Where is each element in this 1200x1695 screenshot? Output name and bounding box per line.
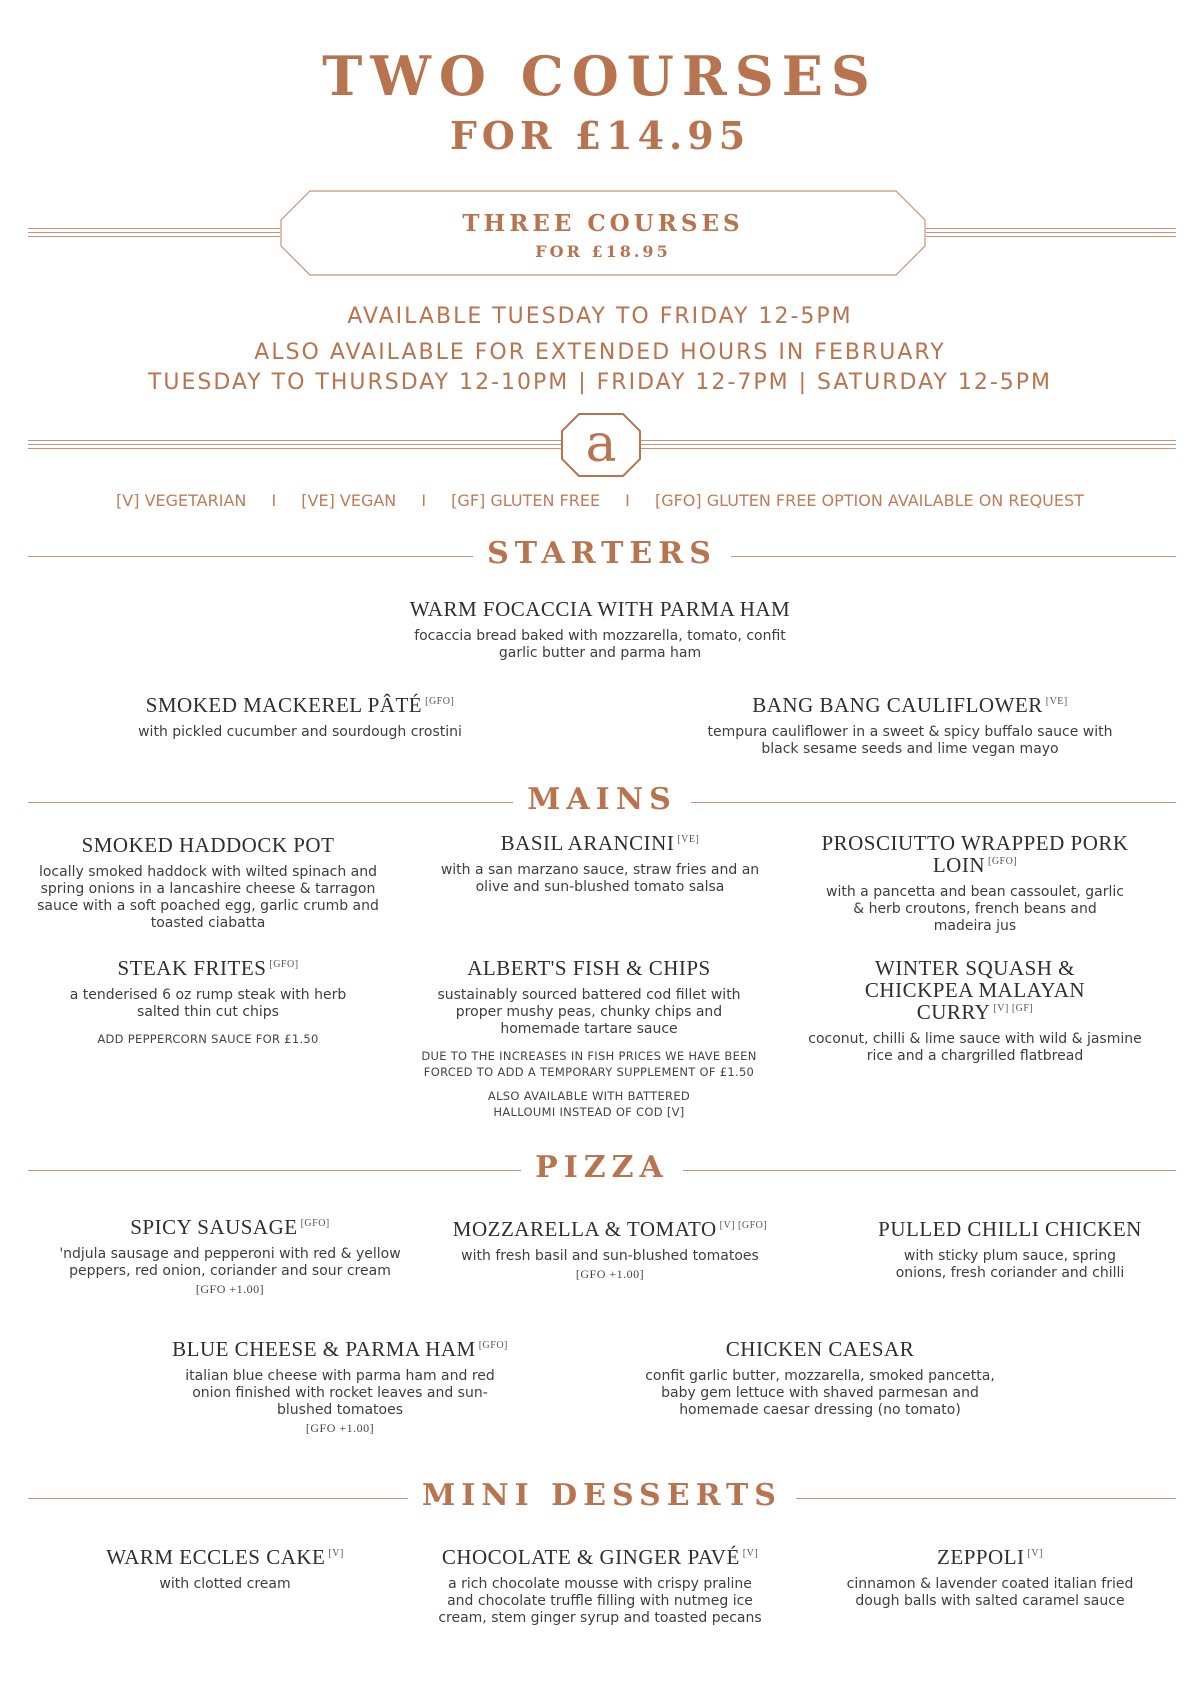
section-title: MINI DESSERTS bbox=[408, 1478, 796, 1513]
legend-gluten-free-option: [GFO] GLUTEN FREE OPTION AVAILABLE ON REQUEST bbox=[654, 491, 1084, 510]
dish-name: SMOKED HADDOCK POT bbox=[81, 833, 335, 857]
dish-name: CHOCOLATE & GINGER PAVÉ bbox=[441, 1545, 740, 1569]
dietary-legend bbox=[0, 491, 1200, 510]
menu-price: FOR £14.95 bbox=[449, 113, 751, 158]
gfo-price-note: [GFO +1.00] bbox=[575, 1267, 645, 1281]
dish-description: sustainably sourced battered cod fillet with proper mushy peas, chunky chips and homemade tartare sauce bbox=[437, 987, 741, 1037]
dietary-tag: [GFO] bbox=[987, 856, 1018, 867]
dietary-tag: [V] [GFO] bbox=[719, 1220, 768, 1231]
section-title: MAINS bbox=[513, 782, 691, 817]
legend-separator: I bbox=[271, 491, 277, 510]
dish-description: with clotted cream bbox=[159, 1576, 291, 1592]
dish-description: a tenderised 6 oz rump steak with herb salted thin cut chips bbox=[69, 987, 347, 1020]
dietary-tag: [V] bbox=[1027, 1548, 1043, 1559]
dish-name: MOZZARELLA & TOMATO bbox=[452, 1217, 717, 1241]
three-courses-banner bbox=[280, 190, 926, 276]
dish-name: BANG BANG CAULIFLOWER bbox=[752, 693, 1043, 717]
dish-name: STEAK FRITES bbox=[117, 956, 267, 980]
dish-item bbox=[820, 1546, 1160, 1610]
legend-gluten-free: [GF] GLUTEN FREE bbox=[451, 491, 601, 510]
dish-item bbox=[28, 834, 388, 932]
dish-name: WARM ECCLES CAKE bbox=[106, 1545, 326, 1569]
logo-rule-left bbox=[28, 440, 561, 448]
section-title: STARTERS bbox=[473, 536, 731, 571]
dish-description: with a pancetta and bean cassoulet, garlic & herb croutons, french beans and madeira jus bbox=[826, 884, 1124, 934]
dish-description: with fresh basil and sun-blushed tomatoes bbox=[461, 1248, 759, 1264]
availability-line-3: TUESDAY TO THURSDAY 12-10PM | FRIDAY 12-7PM | SATURDAY 12-5PM bbox=[147, 370, 1053, 395]
dish-description: cinnamon & lavender coated italian fried dough balls with salted caramel sauce bbox=[846, 1576, 1134, 1609]
logo-rule-right bbox=[641, 440, 1176, 448]
legend-vegan: [VE] VEGAN bbox=[301, 491, 397, 510]
dish-name: BASIL ARANCINI bbox=[500, 831, 675, 855]
legend-vegetarian: [V] VEGETARIAN bbox=[116, 491, 247, 510]
dish-description: focaccia bread baked with mozzarella, tomato, confit garlic butter and parma ham bbox=[414, 628, 786, 661]
dietary-tag: [GFO] bbox=[478, 1340, 508, 1351]
dietary-tag: [V] bbox=[742, 1548, 759, 1559]
dish-item bbox=[404, 957, 774, 1120]
dish-description: with pickled cucumber and sourdough crostini bbox=[138, 724, 462, 740]
dish-item bbox=[60, 1546, 390, 1593]
section-starters bbox=[28, 536, 1176, 576]
dish-item bbox=[790, 957, 1160, 1065]
banner-rule-left bbox=[28, 228, 280, 236]
dish-item bbox=[700, 694, 1120, 758]
dish-item bbox=[28, 957, 388, 1047]
menu-title: TWO COURSES bbox=[322, 44, 878, 108]
dish-description: tempura cauliflower in a sweet & spicy buffalo sauce with black sesame seeds and lime vegan mayo bbox=[707, 724, 1113, 757]
dish-item bbox=[330, 598, 870, 662]
section-desserts bbox=[28, 1478, 1176, 1518]
dish-name: CHICKEN CAESAR bbox=[725, 1337, 915, 1361]
dish-description: confit garlic butter, mozzarella, smoked pancetta, baby gem lettuce with shaved parmesan and homemade caesar dressing (no tomato) bbox=[645, 1368, 995, 1418]
dietary-tag: [GFO] bbox=[425, 696, 455, 707]
dish-item bbox=[840, 1218, 1180, 1282]
dish-item bbox=[90, 694, 510, 741]
availability-line-1: AVAILABLE TUESDAY TO FRIDAY 12-5PM bbox=[347, 304, 853, 329]
dish-alternative-note: ALSO AVAILABLE WITH BATTERED HALLOUMI INSTEAD OF COD [V] bbox=[487, 1089, 691, 1119]
dish-description: a rich chocolate mousse with crispy praline and chocolate truffle filling with nutmeg ice cream, stem ginger syrup and toasted pecans bbox=[438, 1576, 762, 1626]
dish-item bbox=[140, 1338, 540, 1436]
section-title: PIZZA bbox=[521, 1150, 683, 1185]
legend-separator: I bbox=[625, 491, 630, 510]
dish-item bbox=[50, 1216, 410, 1297]
dietary-tag: [V] [GF] bbox=[993, 1003, 1034, 1014]
dish-name: BLUE CHEESE & PARMA HAM bbox=[172, 1337, 476, 1361]
dish-description: coconut, chilli & lime sauce with wild & jasmine rice and a chargrilled flatbread bbox=[808, 1031, 1142, 1064]
dish-item bbox=[630, 1338, 1010, 1419]
dietary-tag: [VE] bbox=[677, 834, 700, 845]
banner-rule-right bbox=[926, 228, 1176, 236]
dish-name: PROSCIUTTO WRAPPED PORK LOIN bbox=[821, 831, 1129, 877]
dish-name: WARM FOCACCIA WITH PARMA HAM bbox=[409, 597, 791, 621]
banner-price: FOR £18.95 bbox=[535, 242, 671, 261]
dish-description: italian blue cheese with parma ham and red onion finished with rocket leaves and sun-blushed tomatoes bbox=[185, 1368, 495, 1418]
legend-separator: I bbox=[421, 491, 427, 510]
dietary-tag: [VE] bbox=[1045, 696, 1068, 707]
dietary-tag: [GFO] bbox=[300, 1218, 330, 1229]
availability-line-2: ALSO AVAILABLE FOR EXTENDED HOURS IN FEBRUARY bbox=[254, 340, 946, 365]
dietary-tag: [V] bbox=[328, 1548, 344, 1559]
dish-item bbox=[420, 1546, 780, 1627]
dish-supplement-note: DUE TO THE INCREASES IN FISH PRICES WE HAVE BEEN FORCED TO ADD A TEMPORARY SUPPLEMENT OF £1.50 bbox=[421, 1049, 757, 1079]
dish-name: SPICY SAUSAGE bbox=[130, 1215, 298, 1239]
dish-item bbox=[420, 832, 780, 896]
dish-item bbox=[430, 1218, 790, 1282]
dish-name: ZEPPOLI bbox=[937, 1545, 1025, 1569]
dietary-tag: [GFO] bbox=[269, 959, 299, 970]
dish-item bbox=[800, 832, 1150, 935]
banner-title: THREE COURSES bbox=[462, 210, 744, 237]
dish-name: WINTER SQUASH & CHICKPEA MALAYAN CURRY bbox=[864, 956, 1086, 1024]
restaurant-logo bbox=[561, 413, 641, 477]
dish-name: ALBERT'S FISH & CHIPS bbox=[467, 956, 711, 980]
section-mains bbox=[28, 782, 1176, 822]
dish-name: PULLED CHILLI CHICKEN bbox=[878, 1217, 1142, 1241]
section-pizza bbox=[28, 1150, 1176, 1190]
dish-description: with sticky plum sauce, spring onions, fresh coriander and chilli bbox=[895, 1248, 1125, 1281]
gfo-price-note: [GFO +1.00] bbox=[195, 1282, 265, 1296]
dish-name: SMOKED MACKEREL PÂTÉ bbox=[145, 693, 423, 717]
dish-description: locally smoked haddock with wilted spinach and spring onions in a lancashire cheese & tarragon sauce with a soft poached egg, garlic crumb and toasted ciabatta bbox=[37, 864, 379, 931]
dish-description: 'ndjula sausage and pepperoni with red & yellow peppers, red onion, coriander and sour cream bbox=[59, 1246, 401, 1279]
dish-addon-note: ADD PEPPERCORN SAUCE FOR £1.50 bbox=[97, 1032, 319, 1046]
gfo-price-note: [GFO +1.00] bbox=[305, 1421, 375, 1435]
logo-letter: a bbox=[585, 414, 617, 474]
dish-description: with a san marzano sauce, straw fries and an olive and sun-blushed tomato salsa bbox=[440, 862, 760, 895]
